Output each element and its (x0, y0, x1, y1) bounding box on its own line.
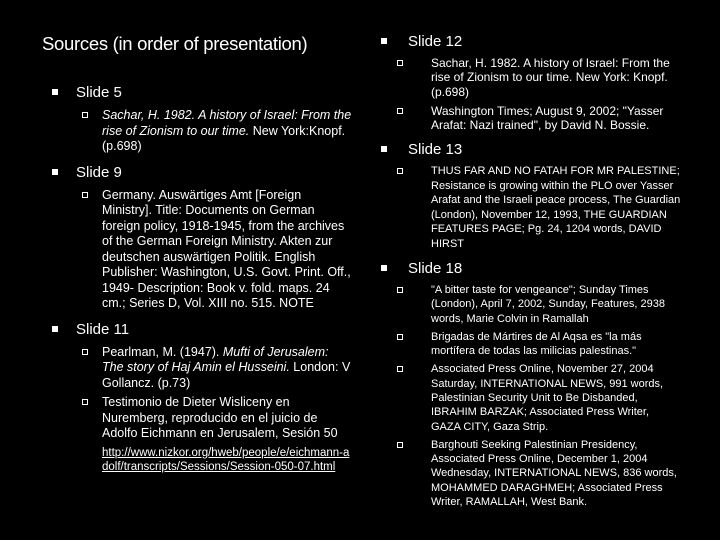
hollow-square-bullet-icon (397, 168, 403, 174)
hollow-square-bullet-icon (397, 442, 403, 448)
right-column (381, 33, 681, 509)
hollow-square-bullet-icon (397, 366, 403, 372)
hollow-square-bullet-icon (82, 112, 88, 118)
source-item: Brigadas de Mártires de Al Aqsa es "la más mortífera de todas las milicias palestinas." (381, 330, 681, 359)
hollow-square-bullet-icon (82, 192, 88, 198)
square-bullet-icon (381, 38, 387, 44)
source-link[interactable]: http://www.nizkor.org/hweb/people/e/eichmann-adolf/transcripts/Sessions/Session-050-07.html (102, 446, 350, 473)
source-item: Sachar, H. 1982. A history of Israel: From the rise of Zionism to our time. New York: Knopf. (p.698) (381, 56, 681, 99)
slide-heading-12: Slide 12 (381, 33, 681, 50)
source-item: Sachar, H. 1982. A history of Israel: From the rise of Zionism to our time. New York:Knopf. (p.698) (52, 108, 352, 155)
source-item: Washington Times; August 9, 2002; "Yasser Arafat: Nazi trained", by David N. Bossie. (381, 104, 681, 133)
slide-heading-13: Slide 13 (381, 141, 681, 158)
slide-heading-11: Slide 11 (52, 321, 352, 338)
square-bullet-icon (52, 169, 58, 175)
left-column (52, 80, 352, 474)
square-bullet-icon (52, 326, 58, 332)
source-item: "A bitter taste for vengeance"; Sunday Times (London), April 7, 2002, Sunday, Features, 2938 words, Marie Colvin in Ramallah (381, 283, 681, 326)
hollow-square-bullet-icon (82, 349, 88, 355)
hollow-square-bullet-icon (397, 60, 403, 66)
source-item: Barghouti Seeking Palestinian Presidency, Associated Press Online, December 1, 2004 Wednesday, INTERNATIONAL NEWS, 836 words, MOHAMMED DARAGHMEH; Associated Press Writer, RAMALLAH, West Bank. (381, 438, 681, 509)
hollow-square-bullet-icon (397, 287, 403, 293)
slide-heading-9: Slide 9 (52, 164, 352, 181)
slide-heading-5: Slide 5 (52, 84, 352, 101)
page-title: Sources (in order of presentation) (42, 33, 308, 54)
square-bullet-icon (381, 265, 387, 271)
square-bullet-icon (381, 146, 387, 152)
source-item: Germany. Auswärtiges Amt [Foreign Ministry]. Title: Documents on German foreign policy, 1918-1945, from the archives of the German Foreign Ministry. Akten zur deutschen auswärtigen Politik. English Publisher: Washington, U.S. Govt. Print. Off., 1949- Description: Book v. fold. maps. 24 cm.; Series D, Vol. XIII no. 515. NOTE (52, 188, 352, 312)
source-item: Associated Press Online, November 27, 2004 Saturday, INTERNATIONAL NEWS, 991 words, Palestinian Security Unit to Be Disbanded, IBRAHIM BARZAK; Associated Press Writer, GAZA CITY, Gaza Strip. (381, 362, 681, 433)
slide-heading-18: Slide 18 (381, 260, 681, 277)
source-item: Testimonio de Dieter Wisliceny en Nuremberg, reproducido en el juicio de Adolfo Eichmann en Jerusalem, Sesión 50 http://www.nizkor.org/hweb/people/e/eichmann-adolf/transcripts/Sessions/Session-050-07.html (52, 395, 352, 474)
hollow-square-bullet-icon (397, 108, 403, 114)
source-item: THUS FAR AND NO FATAH FOR MR PALESTINE; Resistance is growing within the PLO over Yasser Arafat and the Israeli peace process, The Guardian (London), November 12, 1993, THE GUARDIAN FEATURES PAGE; Pg. 24, 1204 words, DAVID HIRST (381, 164, 681, 250)
square-bullet-icon (52, 89, 58, 95)
source-item: Pearlman, M. (1947). Mufti of Jerusalem: The story of Haj Amin el Husseini. London: V Gollancz. (p.73) (52, 345, 352, 392)
hollow-square-bullet-icon (82, 399, 88, 405)
hollow-square-bullet-icon (397, 334, 403, 340)
